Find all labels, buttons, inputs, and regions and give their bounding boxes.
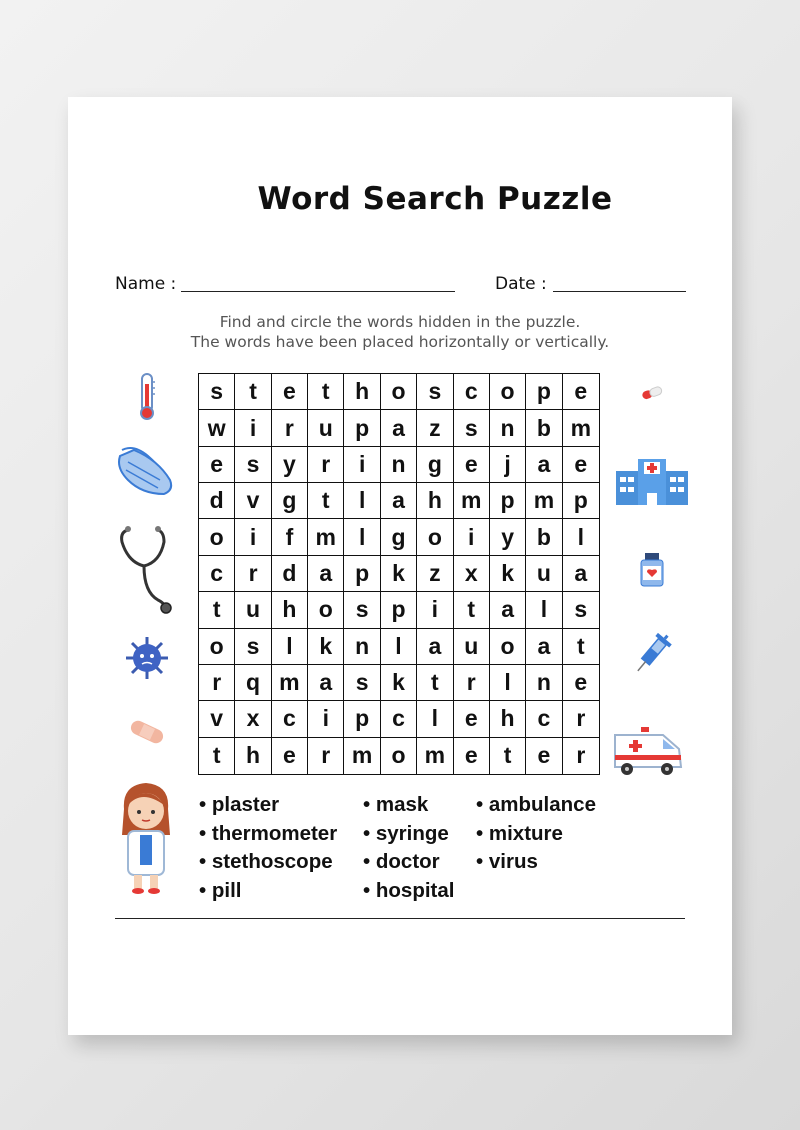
grid-cell[interactable]: t [563, 629, 599, 665]
grid-cell[interactable]: p [563, 483, 599, 519]
ambulance-icon [611, 725, 685, 777]
grid-cell[interactable]: p [344, 556, 380, 592]
grid-cell[interactable]: o [490, 629, 526, 665]
grid-cell[interactable]: r [454, 665, 490, 701]
grid-cell[interactable]: i [454, 519, 490, 555]
grid-cell[interactable]: m [344, 738, 380, 774]
grid-cell[interactable]: m [308, 519, 344, 555]
grid-cell[interactable]: c [199, 556, 235, 592]
grid-cell[interactable]: n [490, 410, 526, 446]
grid-cell[interactable]: y [490, 519, 526, 555]
grid-cell[interactable]: e [563, 665, 599, 701]
grid-cell[interactable]: k [490, 556, 526, 592]
grid-cell[interactable]: a [308, 665, 344, 701]
word-list-item: • pill [199, 878, 242, 902]
grid-cell[interactable]: u [308, 410, 344, 446]
grid-cell[interactable]: o [308, 592, 344, 628]
grid-cell[interactable]: z [417, 410, 453, 446]
word-list-item: • thermometer [199, 821, 338, 845]
word-list-item: • ambulance [476, 793, 596, 816]
grid-cell[interactable]: e [454, 701, 490, 737]
grid-cell[interactable]: j [490, 447, 526, 483]
grid-cell[interactable]: a [526, 629, 562, 665]
page-title: Word Search Puzzle [257, 181, 613, 217]
word-list-item: • hospital [363, 878, 455, 902]
grid-cell[interactable]: s [235, 447, 271, 483]
grid-cell[interactable]: a [381, 410, 417, 446]
grid-cell[interactable]: n [381, 447, 417, 483]
word-list-column-1 [199, 791, 337, 905]
grid-cell[interactable]: a [417, 629, 453, 665]
grid-cell[interactable]: l [563, 519, 599, 555]
word-list-column-2 [363, 791, 454, 905]
grid-cell[interactable]: h [344, 374, 380, 410]
date-field-line [553, 291, 686, 292]
grid-cell[interactable]: p [344, 701, 380, 737]
grid-cell[interactable]: z [417, 556, 453, 592]
grid-cell[interactable]: i [235, 519, 271, 555]
face-mask-icon [114, 440, 180, 498]
grid-cell[interactable]: e [272, 738, 308, 774]
hospital-icon [614, 457, 690, 507]
grid-cell[interactable]: c [454, 374, 490, 410]
grid-cell[interactable]: s [235, 629, 271, 665]
grid-cell[interactable]: r [308, 738, 344, 774]
grid-cell[interactable]: l [526, 592, 562, 628]
grid-cell[interactable]: s [417, 374, 453, 410]
grid-cell[interactable]: v [235, 483, 271, 519]
grid-cell[interactable]: m [526, 483, 562, 519]
grid-cell[interactable]: m [417, 738, 453, 774]
grid-cell[interactable]: o [381, 738, 417, 774]
grid-cell[interactable]: e [526, 738, 562, 774]
grid-cell[interactable]: x [235, 701, 271, 737]
date-label: Date : [495, 274, 547, 294]
grid-cell[interactable]: i [417, 592, 453, 628]
grid-cell[interactable]: q [235, 665, 271, 701]
word-list-item: • syringe [363, 821, 449, 845]
grid-cell[interactable]: a [490, 592, 526, 628]
thermometer-icon [136, 372, 158, 422]
word-list-item: • mask [363, 793, 429, 816]
grid-cell[interactable]: u [454, 629, 490, 665]
grid-cell[interactable]: i [235, 410, 271, 446]
grid-cell[interactable]: o [381, 374, 417, 410]
grid-cell[interactable]: g [417, 447, 453, 483]
grid-cell[interactable]: g [381, 519, 417, 555]
grid-cell[interactable]: h [490, 701, 526, 737]
grid-cell[interactable]: k [381, 665, 417, 701]
bandage-icon [128, 717, 166, 747]
grid-cell[interactable]: o [490, 374, 526, 410]
grid-cell[interactable]: l [490, 665, 526, 701]
word-list-item: • stethoscope [199, 850, 333, 873]
word-list-item: • virus [476, 850, 538, 873]
grid-cell[interactable]: n [344, 629, 380, 665]
grid-cell[interactable]: t [308, 374, 344, 410]
grid-cell[interactable]: a [381, 483, 417, 519]
grid-cell[interactable]: e [272, 374, 308, 410]
grid-cell[interactable]: f [272, 519, 308, 555]
word-list-item: • doctor [363, 850, 440, 873]
grid-cell[interactable]: h [272, 592, 308, 628]
grid-cell[interactable]: e [563, 447, 599, 483]
grid-cell[interactable]: w [199, 410, 235, 446]
grid-cell[interactable]: s [344, 665, 380, 701]
word-list-item: • mixture [476, 821, 563, 845]
grid-cell[interactable]: m [272, 665, 308, 701]
virus-icon [124, 635, 170, 681]
grid-cell[interactable]: r [563, 701, 599, 737]
grid-cell[interactable]: t [199, 592, 235, 628]
grid-cell[interactable]: h [417, 483, 453, 519]
grid-cell[interactable]: y [272, 447, 308, 483]
grid-cell[interactable]: b [526, 519, 562, 555]
grid-cell[interactable]: v [199, 701, 235, 737]
grid-cell[interactable]: e [199, 447, 235, 483]
word-list-column-3 [476, 791, 596, 877]
grid-cell[interactable]: p [490, 483, 526, 519]
grid-cell[interactable]: r [308, 447, 344, 483]
grid-cell[interactable]: r [235, 556, 271, 592]
grid-cell[interactable]: m [454, 483, 490, 519]
grid-cell[interactable]: t [235, 374, 271, 410]
grid-cell[interactable]: a [563, 556, 599, 592]
grid-cell[interactable]: s [563, 592, 599, 628]
grid-cell[interactable]: o [199, 629, 235, 665]
grid-cell[interactable]: d [272, 556, 308, 592]
grid-cell[interactable]: t [199, 738, 235, 774]
grid-cell[interactable]: c [526, 701, 562, 737]
grid-cell[interactable]: i [308, 701, 344, 737]
grid-cell[interactable]: s [344, 592, 380, 628]
grid-cell[interactable]: l [344, 519, 380, 555]
word-list-item: • plaster [199, 793, 280, 816]
medicine-bottle-icon [639, 552, 665, 588]
grid-cell[interactable]: t [308, 483, 344, 519]
grid-cell[interactable]: e [563, 374, 599, 410]
grid-cell[interactable]: a [526, 447, 562, 483]
instructions-line-1: Find and circle the words hidden in the puzzle. [219, 313, 581, 331]
grid-cell[interactable]: t [454, 592, 490, 628]
doctor-girl-icon [112, 779, 182, 899]
grid-cell[interactable]: k [308, 629, 344, 665]
grid-cell[interactable]: r [576, 742, 586, 769]
grid-cell[interactable]: p [526, 374, 562, 410]
grid-cell[interactable]: d [199, 483, 235, 519]
grid-cell[interactable]: m [563, 410, 599, 446]
grid-cell[interactable]: c [381, 701, 417, 737]
pill-icon [640, 385, 664, 401]
grid-cell[interactable]: l [417, 701, 453, 737]
grid-cell[interactable]: p [344, 410, 380, 446]
name-label: Name : [115, 274, 177, 294]
grid-cell[interactable]: s [199, 374, 235, 410]
grid-cell[interactable]: l [381, 629, 417, 665]
grid-cell[interactable]: g [272, 483, 308, 519]
grid-cell[interactable]: s [454, 410, 490, 446]
grid-cell[interactable]: r [272, 410, 308, 446]
grid-cell[interactable]: b [526, 410, 562, 446]
instructions-line-2: The words have been placed horizontally or vertically. [190, 333, 610, 351]
syringe-icon [632, 630, 672, 678]
stethoscope-icon [118, 522, 176, 614]
bottom-divider [115, 918, 685, 919]
grid-cell[interactable]: k [381, 556, 417, 592]
grid-cell[interactable]: o [199, 519, 235, 555]
grid-cell[interactable]: l [272, 629, 308, 665]
grid-cell[interactable]: e [454, 738, 490, 774]
grid-cell[interactable]: t [490, 738, 526, 774]
grid-cell[interactable]: t [417, 665, 453, 701]
grid-cell[interactable]: i [344, 447, 380, 483]
grid-cell[interactable]: r [199, 665, 235, 701]
grid-cell[interactable]: c [272, 701, 308, 737]
name-field-line [181, 291, 455, 292]
grid-cell[interactable]: u [526, 556, 562, 592]
grid-cell[interactable]: l [344, 483, 380, 519]
grid-cell[interactable]: x [454, 556, 490, 592]
word-search-grid [198, 373, 600, 775]
grid-cell[interactable]: h [235, 738, 271, 774]
grid-cell[interactable]: a [308, 556, 344, 592]
grid-cell[interactable]: u [235, 592, 271, 628]
grid-cell[interactable]: n [526, 665, 562, 701]
worksheet-page [68, 97, 732, 1035]
grid-cell[interactable]: p [381, 592, 417, 628]
grid-cell[interactable]: o [417, 519, 453, 555]
grid-cell[interactable]: e [454, 447, 490, 483]
